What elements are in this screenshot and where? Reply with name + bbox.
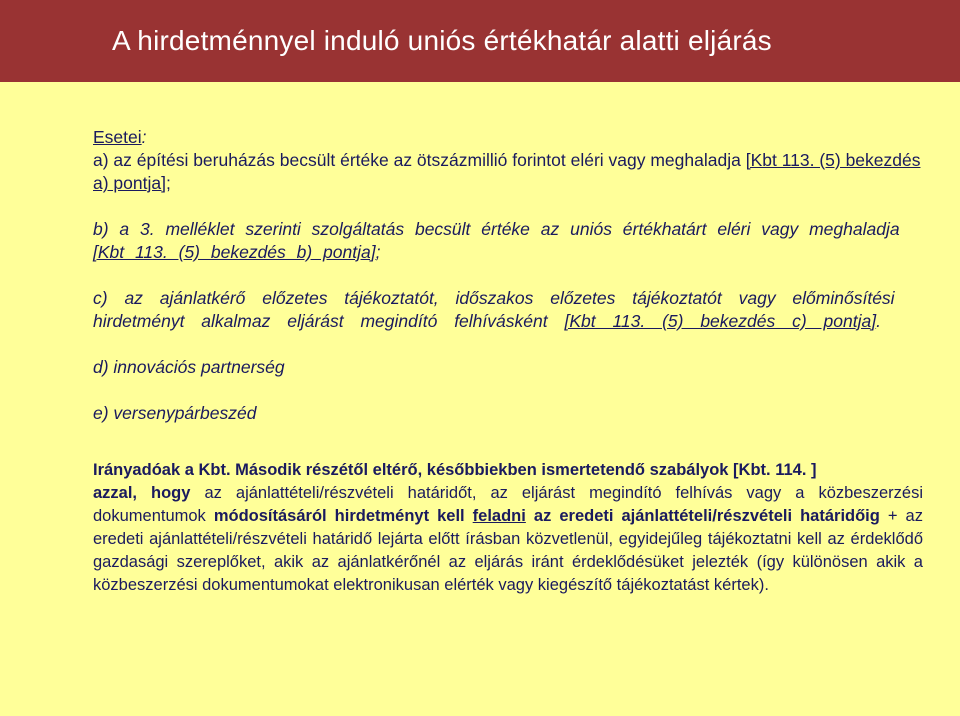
case-e: e) versenypárbeszéd <box>93 403 257 423</box>
case-c: c) az ajánlatkérő előzetes tájékoztatót, időszakos előzetes tájékoztatót vagy előminősítési hirdetményt alkalmaz eljárást megindító felhívásként [Kbt 113. (5) bekezdés c) pontja]. <box>93 288 895 331</box>
slide-body <box>93 126 923 597</box>
left-margin <box>0 82 76 716</box>
slide-title: A hirdetménnyel induló uniós értékhatár alatti eljárás <box>112 25 772 56</box>
rules-body: azzal, hogy az ajánlattételi/részvételi határidőt, az eljárást megindító felhívás vagy a közbeszerzési dokumentumok módosításáról hirdetményt kell feladni az eredeti ajánlattételi/részvételi határidőig + az eredeti ajánlattételi/részvételi határidő lejárta előtt írásban közvetlenül, egyidejűleg tájékoztatni kell az érdeklődő gazdasági szereplőket, akik az ajánlatkérőnél az eljárás iránt érdeklődésüket jelezték (így különösen akik a közbeszerzési dokumentumokat elektronikusan elérték vagy kiegészítő tájékoztatást kértek). <box>93 484 923 594</box>
case-b: b) a 3. melléklet szerinti szolgáltatás becsült értéke az uniós értékhatárt eléri vagy meghaladja [Kbt 113. (5) bekezdés b) pontja]; <box>93 219 900 262</box>
case-d: d) innovációs partnerség <box>93 357 285 377</box>
title-bar <box>0 0 960 82</box>
case-a: a) az építési beruházás becsült értéke az ötszázmillió forintot eléri vagy meghaladja [Kbt 113. (5) bekezdés a) pontja]; <box>93 150 921 193</box>
rules-heading: Irányadóak a Kbt. Második részétől eltérő, későbbiekben ismertetendő szabályok [Kbt. 114. ] <box>93 461 817 479</box>
cases-heading: Esetei: <box>93 127 147 147</box>
